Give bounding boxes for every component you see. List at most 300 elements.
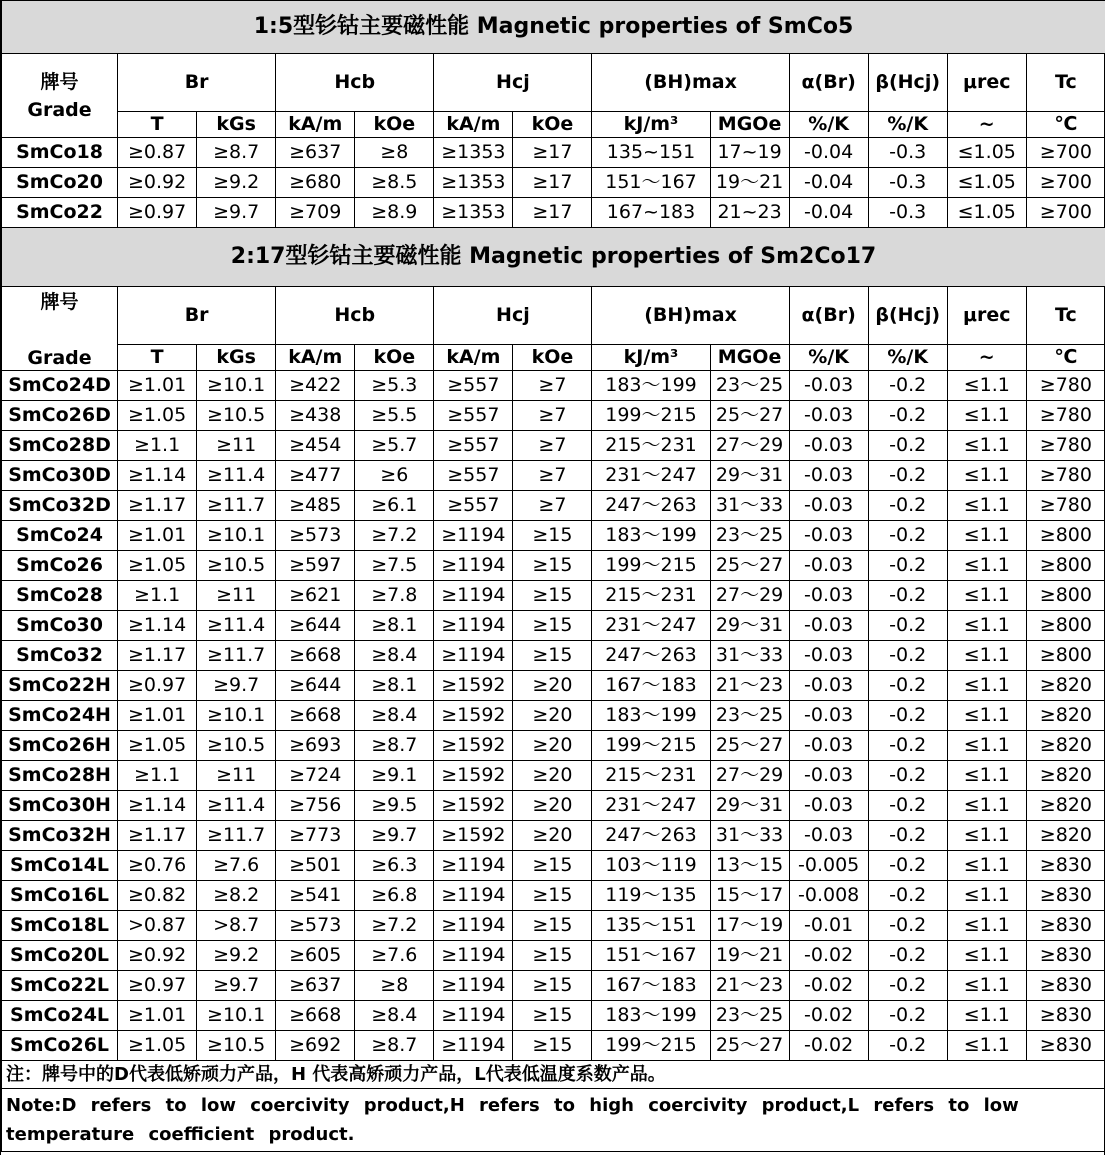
table-cell: ≥20 (513, 821, 592, 851)
table-cell: -0.03 (789, 701, 868, 731)
unit-header: %/K (868, 112, 947, 138)
grade-cell: SmCo30H (2, 791, 118, 821)
table-cell: 13～15 (710, 851, 789, 881)
table-cell: ≥0.87 (118, 138, 197, 168)
grade-cell: SmCo22H (2, 671, 118, 701)
table-cell: ≥485 (276, 491, 355, 521)
grade-header-cn: 牌号 (40, 291, 79, 313)
table-cell: -0.2 (868, 821, 947, 851)
unit-header: kOe (513, 112, 592, 138)
table-cell: 27～29 (710, 581, 789, 611)
table-cell: ≥10.1 (197, 371, 276, 401)
table-cell: 231～247 (592, 461, 710, 491)
table-cell: -0.03 (789, 371, 868, 401)
unit-header: ℃ (1026, 112, 1105, 138)
table-cell: ≥10.5 (197, 401, 276, 431)
table-cell: ≥454 (276, 431, 355, 461)
table-cell: ≥1353 (434, 168, 513, 198)
grade-cell: SmCo26 (2, 551, 118, 581)
table-cell: 31～33 (710, 641, 789, 671)
unit-header: kA/m (434, 112, 513, 138)
table-cell: -0.03 (789, 761, 868, 791)
table-cell: ≥15 (513, 1031, 592, 1061)
table-cell: 19～21 (710, 941, 789, 971)
table-cell: ≥1.1 (118, 761, 197, 791)
table-cell: ≥10.5 (197, 731, 276, 761)
table-row (2, 431, 1105, 461)
grade-cell: SmCo28D (2, 431, 118, 461)
table-cell: ≥780 (1026, 461, 1105, 491)
table-cell: ≥10.5 (197, 551, 276, 581)
table-cell: ≥8.4 (355, 701, 434, 731)
table-cell: ≥644 (276, 671, 355, 701)
table-cell: ≥8.1 (355, 671, 434, 701)
table-cell: ≥668 (276, 641, 355, 671)
table-cell: ≥820 (1026, 731, 1105, 761)
table-cell: 231～247 (592, 791, 710, 821)
table-cell: ≥7 (513, 491, 592, 521)
table-cell: -0.2 (868, 491, 947, 521)
table-row (2, 168, 1105, 198)
table-cell: -0.005 (789, 851, 868, 881)
table-cell: ≥541 (276, 881, 355, 911)
table-cell: ≤1.05 (947, 198, 1026, 228)
table-cell: ≥820 (1026, 821, 1105, 851)
table-cell: ≥8.7 (197, 138, 276, 168)
table-cell: ≥557 (434, 491, 513, 521)
table-cell: -0.02 (789, 941, 868, 971)
table-cell: ≥0.76 (118, 851, 197, 881)
grade-cell: SmCo32H (2, 821, 118, 851)
unit-header: ~ (947, 112, 1026, 138)
table-cell: -0.008 (789, 881, 868, 911)
table-row (2, 821, 1105, 851)
table-cell: ≥10.1 (197, 1001, 276, 1031)
table-row (2, 551, 1105, 581)
group-header-tc: Tc (1026, 54, 1105, 112)
table-cell: ≤1.1 (947, 821, 1026, 851)
table-cell: ≥621 (276, 581, 355, 611)
table-cell: ≥820 (1026, 701, 1105, 731)
unit-header: T (118, 112, 197, 138)
group-header-bhmax: (BH)max (592, 54, 789, 112)
table-cell: ≥830 (1026, 941, 1105, 971)
table-cell: ≥1194 (434, 641, 513, 671)
table-cell: ≥20 (513, 731, 592, 761)
table-cell: ≥8 (355, 971, 434, 1001)
table-cell: 199～215 (592, 1031, 710, 1061)
unit-header: kJ/m³ (592, 112, 710, 138)
table-cell: 23～25 (710, 1001, 789, 1031)
unit-header: kJ/m³ (592, 345, 710, 371)
table-cell: 167~183 (592, 198, 710, 228)
table-cell: ≥8 (355, 138, 434, 168)
grade-cell: SmCo28 (2, 581, 118, 611)
table-cell: ≥17 (513, 168, 592, 198)
table-row (2, 791, 1105, 821)
table-cell: 231～247 (592, 611, 710, 641)
table-cell: ≥605 (276, 941, 355, 971)
table-cell: 183～199 (592, 701, 710, 731)
table-cell: ≥1592 (434, 671, 513, 701)
unit-header: kGs (197, 112, 276, 138)
note-cn-row (2, 1061, 1105, 1089)
table-cell: ≥573 (276, 911, 355, 941)
table-cell: ≥573 (276, 521, 355, 551)
table-cell: ≥637 (276, 971, 355, 1001)
table-cell: 23～25 (710, 521, 789, 551)
table-cell: ≥1.01 (118, 521, 197, 551)
table-cell: 31～33 (710, 821, 789, 851)
table-cell: -0.03 (789, 821, 868, 851)
table-cell: ≥15 (513, 521, 592, 551)
table-cell: 247～263 (592, 491, 710, 521)
table-cell: -0.2 (868, 581, 947, 611)
table-cell: -0.2 (868, 371, 947, 401)
group-header-bhmax: (BH)max (592, 287, 789, 345)
table-cell: ≥5.5 (355, 401, 434, 431)
table-cell: ≥820 (1026, 671, 1105, 701)
table-cell: ≥7.5 (355, 551, 434, 581)
table-cell: 29～31 (710, 611, 789, 641)
section1-header-row (2, 54, 1105, 112)
table-cell: -0.3 (868, 138, 947, 168)
note-en-row (2, 1089, 1105, 1152)
table-cell: ≥477 (276, 461, 355, 491)
table-cell: ≥7 (513, 461, 592, 491)
table-cell: -0.2 (868, 731, 947, 761)
table-cell: ≥8.9 (355, 198, 434, 228)
table-row (2, 971, 1105, 1001)
table-cell: ≥1.17 (118, 491, 197, 521)
table-row (2, 881, 1105, 911)
grade-cell: SmCo26L (2, 1031, 118, 1061)
table-cell: ≥0.82 (118, 881, 197, 911)
table-row (2, 521, 1105, 551)
table-cell: ≥11.4 (197, 611, 276, 641)
table-cell: ≥9.5 (355, 791, 434, 821)
group-header-hcb: Hcb (276, 287, 434, 345)
table-cell: ≥1.1 (118, 581, 197, 611)
table-cell: -0.2 (868, 431, 947, 461)
table-row (2, 911, 1105, 941)
table-cell: ≥7 (513, 431, 592, 461)
table-cell: 25～27 (710, 1031, 789, 1061)
table-cell: ≥800 (1026, 611, 1105, 641)
table-cell: ≥11 (197, 761, 276, 791)
table-cell: ≤1.1 (947, 371, 1026, 401)
table-cell: ≥1194 (434, 971, 513, 1001)
table-cell: -0.2 (868, 971, 947, 1001)
table-cell: ≥830 (1026, 911, 1105, 941)
group-header-br: Br (118, 54, 276, 112)
table-cell: ≤1.1 (947, 701, 1026, 731)
grade-cell: SmCo18L (2, 911, 118, 941)
table-cell: ≥15 (513, 851, 592, 881)
table-cell: -0.2 (868, 641, 947, 671)
table-cell: ≤1.1 (947, 1031, 1026, 1061)
table-cell: ≤1.1 (947, 911, 1026, 941)
table-cell: 167～183 (592, 971, 710, 1001)
table-cell: ≥11 (197, 431, 276, 461)
table-cell: ≥8.5 (355, 168, 434, 198)
table-cell: 19～21 (710, 168, 789, 198)
table-cell: 135~151 (592, 138, 710, 168)
table-cell: ≥1194 (434, 1031, 513, 1061)
table-cell: -0.02 (789, 971, 868, 1001)
table-cell: -0.2 (868, 611, 947, 641)
table-cell: ≥1.14 (118, 791, 197, 821)
table-cell: 183～199 (592, 371, 710, 401)
section2-units-row (2, 345, 1105, 371)
table-cell: ≥8.1 (355, 611, 434, 641)
table-cell: ≥1.05 (118, 731, 197, 761)
grade-cell: SmCo22 (2, 198, 118, 228)
table-cell: -0.2 (868, 1031, 947, 1061)
table-cell: ≤1.1 (947, 581, 1026, 611)
table-cell: ≥557 (434, 431, 513, 461)
table-cell: ≥820 (1026, 761, 1105, 791)
table-cell: ≤1.1 (947, 431, 1026, 461)
group-header-beta-hcj: β(Hcj) (868, 287, 947, 345)
unit-header: ~ (947, 345, 1026, 371)
table-cell: 27～29 (710, 431, 789, 461)
grade-cell: SmCo14L (2, 851, 118, 881)
table-cell: 21～23 (710, 971, 789, 1001)
table-cell: ≥8.2 (197, 881, 276, 911)
table-cell: ≥6.1 (355, 491, 434, 521)
table-cell: ≥1.14 (118, 461, 197, 491)
table-cell: -0.2 (868, 671, 947, 701)
table-cell: 25～27 (710, 401, 789, 431)
table-cell: ≥6.3 (355, 851, 434, 881)
grade-cell: SmCo24H (2, 701, 118, 731)
table-cell: ≥11.7 (197, 491, 276, 521)
table-cell: ≥1.01 (118, 371, 197, 401)
table-cell: ≥1592 (434, 791, 513, 821)
table-cell: ≥637 (276, 138, 355, 168)
table-cell: ≥1194 (434, 941, 513, 971)
table-cell: -0.2 (868, 851, 947, 881)
table-cell: ≥800 (1026, 641, 1105, 671)
table-cell: ≥1592 (434, 821, 513, 851)
table-row (2, 941, 1105, 971)
table-cell: 119～135 (592, 881, 710, 911)
table-cell: ≥7.6 (355, 941, 434, 971)
table-cell: ≥780 (1026, 371, 1105, 401)
table-cell: ≥7.2 (355, 521, 434, 551)
table-row (2, 731, 1105, 761)
table-cell: ≥668 (276, 701, 355, 731)
unit-header: %/K (789, 345, 868, 371)
table-cell: ≥597 (276, 551, 355, 581)
unit-header: kOe (355, 112, 434, 138)
table-cell: ≥668 (276, 1001, 355, 1031)
table-cell: ≤1.1 (947, 761, 1026, 791)
table-cell: 247～263 (592, 641, 710, 671)
grade-cell: SmCo24L (2, 1001, 118, 1031)
table-cell: -0.02 (789, 1001, 868, 1031)
note-cn: 注：牌号中的D代表低矫顽力产品，H 代表高矫顽力产品，L代表低温度系数产品。 (2, 1061, 1105, 1089)
table-cell: ≤1.1 (947, 971, 1026, 1001)
grade-cell: SmCo30D (2, 461, 118, 491)
table-cell: 31～33 (710, 491, 789, 521)
table-row (2, 198, 1105, 228)
table-cell: ≥1.17 (118, 641, 197, 671)
table-cell: ≥1353 (434, 198, 513, 228)
table-cell: -0.2 (868, 521, 947, 551)
table-cell: ≥0.92 (118, 168, 197, 198)
unit-header: ℃ (1026, 345, 1105, 371)
table-cell: ≥1.01 (118, 701, 197, 731)
grade-cell: SmCo26D (2, 401, 118, 431)
table-cell: ≥724 (276, 761, 355, 791)
group-header-hcj: Hcj (434, 54, 592, 112)
table-cell: ≥1194 (434, 881, 513, 911)
table-cell: -0.2 (868, 941, 947, 971)
table-cell: ≥1.17 (118, 821, 197, 851)
table-cell: ≥438 (276, 401, 355, 431)
section1-title: 1:5型钐钴主要磁性能 Magnetic properties of SmCo5 (2, 1, 1105, 54)
table-cell: 167～183 (592, 671, 710, 701)
table-cell: ≥9.7 (197, 198, 276, 228)
table-row (2, 641, 1105, 671)
table-cell: ≥7.8 (355, 581, 434, 611)
table-cell: ≤1.1 (947, 461, 1026, 491)
grade-cell: SmCo22L (2, 971, 118, 1001)
note-en: Note:D refers to low coercivity product,H refers to high coercivity product,L refers to low temperature coefficient product. (2, 1089, 1105, 1152)
group-header-urec: μrec (947, 54, 1026, 112)
table-cell: 25～27 (710, 731, 789, 761)
table-cell: ≥6.8 (355, 881, 434, 911)
table-cell: ≤1.1 (947, 881, 1026, 911)
unit-header: MGOe (710, 345, 789, 371)
table-cell: ≥0.97 (118, 971, 197, 1001)
table-cell: ≥8.7 (355, 731, 434, 761)
table-row (2, 701, 1105, 731)
unit-header: kA/m (276, 345, 355, 371)
table-cell: 151～167 (592, 941, 710, 971)
table-cell: 23～25 (710, 371, 789, 401)
table-cell: ≥830 (1026, 971, 1105, 1001)
table-cell: ≥1592 (434, 701, 513, 731)
table-cell: ≥644 (276, 611, 355, 641)
unit-header: T (118, 345, 197, 371)
table-cell: -0.02 (789, 1031, 868, 1061)
grade-cell: SmCo32 (2, 641, 118, 671)
group-header-urec: μrec (947, 287, 1026, 345)
table-cell: ≥693 (276, 731, 355, 761)
unit-header: kA/m (276, 112, 355, 138)
table-cell: -0.03 (789, 401, 868, 431)
table-cell: -0.04 (789, 168, 868, 198)
table-cell: -0.03 (789, 551, 868, 581)
table-cell: -0.3 (868, 198, 947, 228)
table-cell: ≥15 (513, 971, 592, 1001)
table-cell: ≥800 (1026, 581, 1105, 611)
table-cell: ≥7 (513, 401, 592, 431)
table-cell: ≥422 (276, 371, 355, 401)
table-cell: ≥20 (513, 791, 592, 821)
table-cell: -0.04 (789, 138, 868, 168)
section1-units-row (2, 112, 1105, 138)
table-cell: ≥1.05 (118, 1031, 197, 1061)
section2-header-row (2, 287, 1105, 345)
grade-header-en: Grade (27, 98, 92, 121)
section1-title-row (2, 1, 1105, 54)
table-cell: ≥1194 (434, 611, 513, 641)
table-cell: ≥0.97 (118, 671, 197, 701)
table-cell: ≥20 (513, 671, 592, 701)
grade-cell: SmCo20 (2, 168, 118, 198)
table-cell: 23～25 (710, 701, 789, 731)
table-cell: ≥1194 (434, 911, 513, 941)
table-cell: ≤1.1 (947, 731, 1026, 761)
table-cell: 215～231 (592, 581, 710, 611)
magnetic-properties-table (1, 0, 1105, 1152)
table-cell: 215～231 (592, 761, 710, 791)
table-cell: ≥557 (434, 401, 513, 431)
table-cell: 15～17 (710, 881, 789, 911)
table-cell: ≥1194 (434, 551, 513, 581)
table-cell: ≥6 (355, 461, 434, 491)
table-cell: 199～215 (592, 401, 710, 431)
table-cell: ≤1.1 (947, 671, 1026, 701)
table-cell: ≥1194 (434, 581, 513, 611)
table-cell: ≤1.1 (947, 851, 1026, 881)
table-cell: 151～167 (592, 168, 710, 198)
table-cell: ≥700 (1026, 138, 1105, 168)
table-cell: -0.03 (789, 581, 868, 611)
section2-grade-header (2, 287, 118, 371)
table-cell: -0.03 (789, 431, 868, 461)
unit-header: kOe (355, 345, 434, 371)
table-row (2, 611, 1105, 641)
grade-cell: SmCo26H (2, 731, 118, 761)
group-header-tc: Tc (1026, 287, 1105, 345)
table-cell: ≥1592 (434, 731, 513, 761)
table-cell: 247～263 (592, 821, 710, 851)
table-cell: 29～31 (710, 791, 789, 821)
table-cell: ≥8.4 (355, 1001, 434, 1031)
table-cell: 25～27 (710, 551, 789, 581)
table-cell: 29～31 (710, 461, 789, 491)
table-row (2, 491, 1105, 521)
table-cell: 199～215 (592, 551, 710, 581)
table-cell: ≥709 (276, 198, 355, 228)
table-cell: ≥15 (513, 611, 592, 641)
grade-cell: SmCo28H (2, 761, 118, 791)
table-cell: -0.03 (789, 731, 868, 761)
table-cell: -0.04 (789, 198, 868, 228)
table-cell: -0.2 (868, 701, 947, 731)
table-cell: ≥15 (513, 941, 592, 971)
table-row (2, 401, 1105, 431)
table-cell: ≤1.1 (947, 551, 1026, 581)
table-cell: ≥7.2 (355, 911, 434, 941)
group-header-beta-hcj: β(Hcj) (868, 54, 947, 112)
table-cell: ≤1.1 (947, 611, 1026, 641)
grade-header-en: Grade (27, 347, 92, 369)
table-row (2, 851, 1105, 881)
table-cell: ≥15 (513, 881, 592, 911)
table-cell: ≥10.5 (197, 1031, 276, 1061)
table-cell: ≥11.4 (197, 791, 276, 821)
table-cell: ≤1.1 (947, 491, 1026, 521)
table-cell: -0.03 (789, 611, 868, 641)
table-cell: -0.2 (868, 791, 947, 821)
grade-cell: SmCo18 (2, 138, 118, 168)
